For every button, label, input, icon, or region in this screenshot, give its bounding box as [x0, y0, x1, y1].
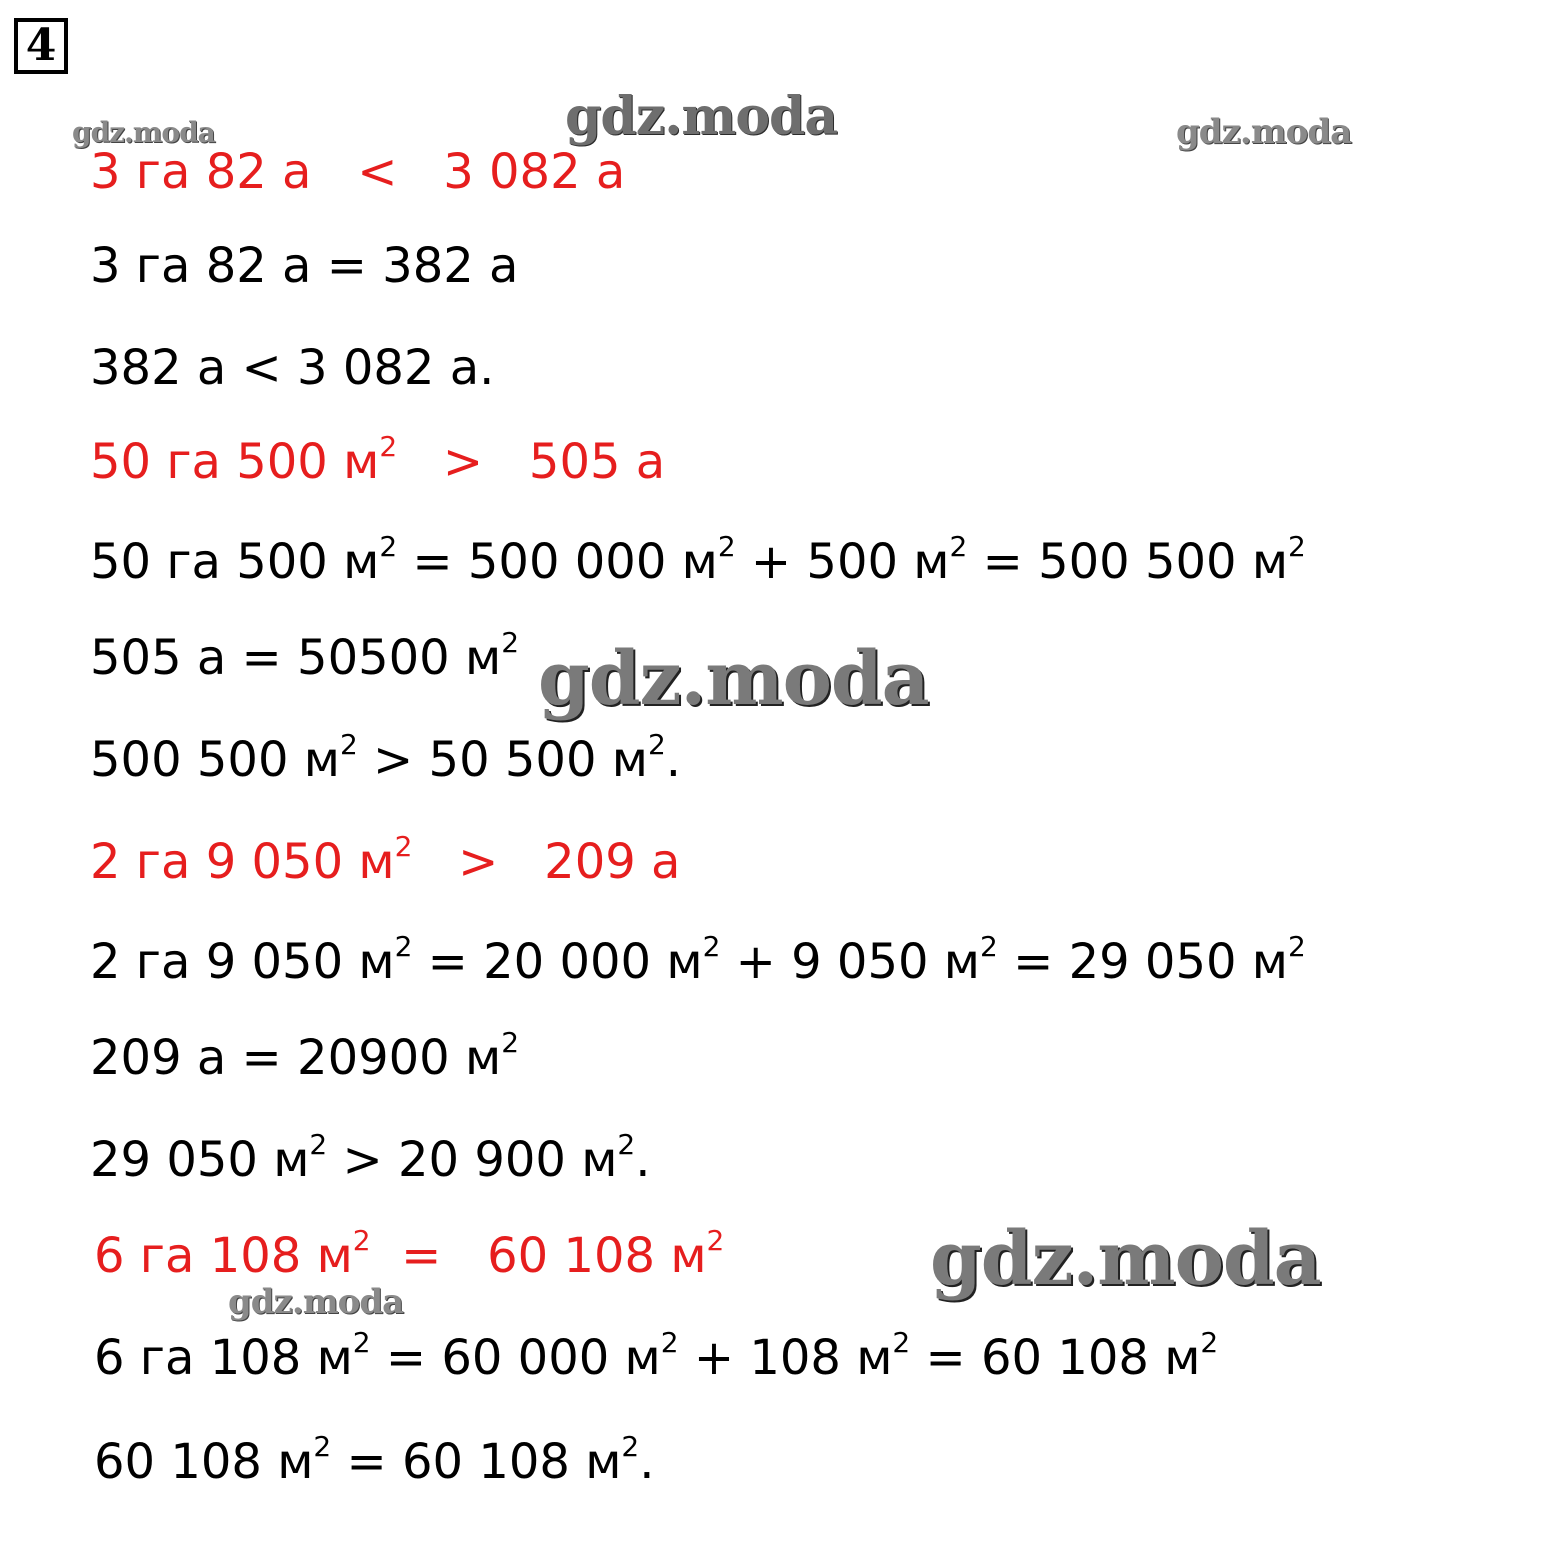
solution-line: 29 050 $м^2 > 20$ 900 $м^2$. — [90, 1128, 651, 1188]
solution-line: 3 га 82 а = 382 а — [90, 238, 519, 294]
watermark: gdz.moda — [538, 636, 929, 722]
watermark: gdz.moda — [1176, 112, 1352, 152]
watermark: gdz.moda — [565, 86, 838, 147]
watermark: gdz.moda — [228, 1282, 404, 1322]
solution-line: 2 га 9 050 $м^2 = 20$ 000 $м^2 + 9$ 050 $м^2 = 29$ 050 $м^2$ — [90, 930, 1306, 990]
comparison-heading: 50 га 500 $м^2 > 505$ а — [90, 430, 666, 490]
solution-line: 209 а = 20900 $м^2$ — [90, 1026, 520, 1086]
comparison-heading: 6 га 108 $м^2 = 60$ 108 $м^2$ — [94, 1224, 725, 1284]
solution-line: 60 108 $м^2 = 60$ 108 $м^2$. — [94, 1430, 655, 1490]
comparison-heading: 2 га 9 050 $м^2 > 209$ а — [90, 830, 681, 890]
problem-number: 4 — [14, 18, 68, 74]
solution-line: 500 500 $м^2 > 50$ 500 $м^2$. — [90, 728, 682, 788]
solution-line: 6 га 108 $м^2 = 60$ 000 $м^2 + 108$ $м^2 = 60$ 108 $м^2$ — [94, 1326, 1219, 1386]
solution-line: 50 га 500 $м^2 = 500$ 000 $м^2 + 500$ $м^2 = 500$ 500 $м^2$ — [90, 530, 1306, 590]
watermark: gdz.moda — [930, 1216, 1321, 1302]
solution-line: 382 а < 3 082 а. — [90, 340, 495, 396]
comparison-heading: 3 га 82 а < 3 082 а — [90, 144, 626, 200]
watermark: gdz.moda — [72, 116, 215, 149]
solution-line: 505 а = 50500 $м^2$ — [90, 626, 520, 686]
